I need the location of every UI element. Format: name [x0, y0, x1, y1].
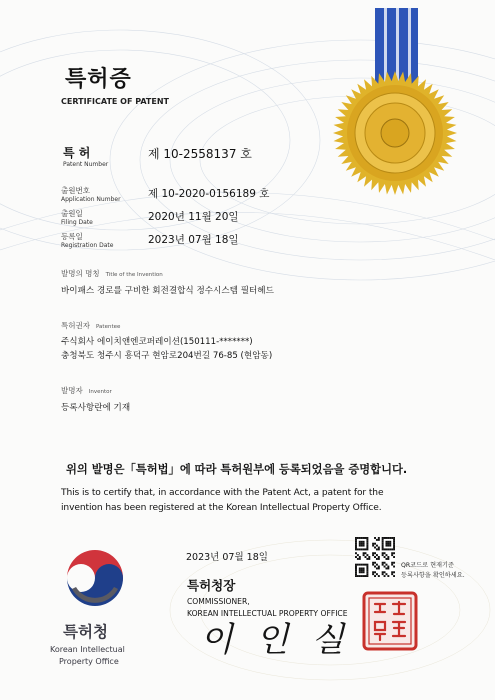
office-name-en-line2: Property Office [59, 657, 119, 666]
patentee-label-ko: 특허권자 [61, 321, 90, 330]
certificate-title-ko: 특허증 [65, 67, 132, 92]
inventor-label-ko: 발명자 [61, 386, 83, 395]
registration-date-label-en: Registration Date [61, 242, 114, 249]
commissioner-title-en-line1: COMMISSIONER, [187, 597, 250, 606]
application-number-value: 제 10-2020-0156189 호 [148, 188, 270, 200]
patentee-address: 충청북도 청주시 흥덕구 현암로204번길 76-85 (현암동) [61, 351, 273, 361]
commissioner-title-ko: 특허청장 [187, 578, 236, 593]
office-name-en-line1: Korean Intellectual [50, 645, 125, 654]
invention-label-en: Title of the Invention [105, 272, 163, 278]
commissioner-title-en-line2: KOREAN INTELLECTUAL PROPERTY OFFICE [187, 609, 348, 618]
filing-date-value: 2020년 11월 20일 [148, 211, 239, 223]
inventor-label [61, 385, 112, 396]
qr-note-line2: 등록사항을 확인하세요. [401, 572, 465, 579]
red-official-stamp-icon [361, 590, 419, 652]
gold-seal-icon [332, 70, 458, 196]
issue-date: 2023년 07월 18일 [186, 552, 268, 563]
certification-statement-ko: 위의 발명은「특허법」에 따라 특허원부에 등록되었음을 증명합니다. [66, 463, 408, 476]
filing-date-label-ko: 출원일 [61, 209, 83, 218]
certification-statement-en-line2: invention has been registered at the Korean Intellectual Property Office. [61, 503, 382, 513]
inventor-label-en: Inventor [88, 389, 112, 395]
kipo-taegeuk-logo-icon [60, 543, 130, 613]
filing-date-label-en: Filing Date [61, 219, 93, 226]
patentee-name: 주식회사 에이치앤엔코퍼레이션(150111-*******) [61, 337, 253, 347]
certificate-title-en: CERTIFICATE OF PATENT [61, 97, 169, 106]
certification-statement-en-line1: This is to certify that, in accordance with the Patent Act, a patent for the [61, 488, 384, 498]
patentee-label [61, 320, 120, 331]
invention-title-value: 바이패스 경로를 구비한 회전결합식 정수시스템 필터헤드 [61, 286, 274, 296]
commissioner-signature: 이 인 실 [200, 620, 351, 660]
patentee-label-en: Patentee [95, 324, 121, 330]
patent-number-value: 제 10-2558137 호 [148, 147, 252, 161]
invention-label-ko: 발명의 명칭 [61, 269, 100, 278]
qr-note-line1: QR코드로 현재기준 [401, 562, 454, 569]
application-number-label-en: Application Number [61, 196, 121, 203]
invention-label [61, 268, 163, 279]
registration-date-value: 2023년 07월 18일 [148, 234, 239, 246]
qr-code-icon [355, 537, 395, 577]
registration-date-label-ko: 등록일 [61, 232, 83, 241]
inventor-value: 등록사항란에 기재 [61, 403, 131, 413]
office-name-ko: 특허청 [63, 623, 108, 641]
patent-number-label-ko: 특 허 [63, 146, 91, 160]
application-number-label-ko: 출원번호 [61, 186, 90, 195]
patent-number-label-en: Patent Number [63, 161, 109, 168]
